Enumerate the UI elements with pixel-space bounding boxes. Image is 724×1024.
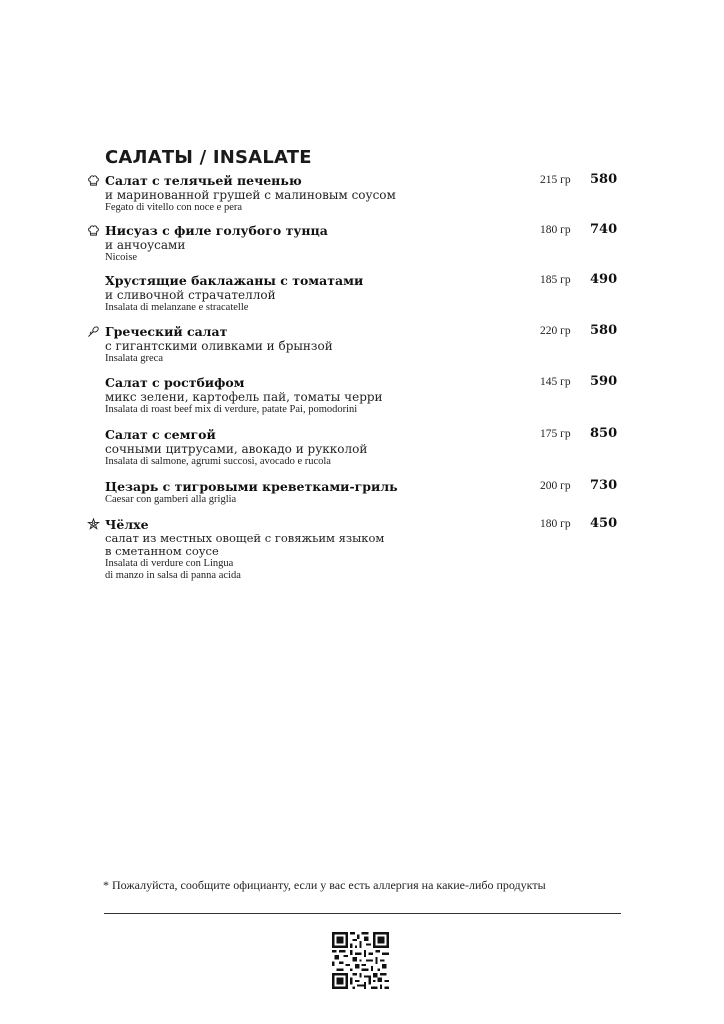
- item-description: сочными цитрусами, авокадо и рукколой: [105, 442, 368, 456]
- item-name: Нисуаз с филе голубого тунца: [105, 223, 328, 238]
- menu-item: [105, 479, 620, 506]
- star-icon: [87, 518, 100, 531]
- item-name: Салат с семгой: [105, 427, 216, 442]
- item-description: микс зелени, картофель пай, томаты черри: [105, 390, 383, 404]
- item-italian-name: Insalata di verdure con Lingua: [105, 558, 234, 569]
- item-italian-name: Fegato di vitello con noce e pera: [105, 202, 243, 213]
- item-name: Греческий салат: [105, 324, 228, 339]
- item-weight: 220 гр: [540, 325, 571, 337]
- item-weight: 145 гр: [540, 376, 571, 388]
- item-weight: 180 гр: [540, 518, 571, 530]
- menu-item: [105, 173, 620, 214]
- chef-hat-icon: [87, 224, 100, 237]
- item-italian-name: Insalata di melanzane e stracatelle: [105, 302, 249, 313]
- menu-item: [105, 375, 620, 416]
- item-weight: 180 гр: [540, 224, 571, 236]
- item-weight: 200 гр: [540, 480, 571, 492]
- item-weight: 215 гр: [540, 174, 571, 186]
- item-price: 450: [590, 516, 618, 531]
- item-price: 590: [590, 374, 618, 389]
- item-italian-name: Insalata di roast beef mix di verdure, patate Pai, pomodorini: [105, 404, 358, 415]
- section-title: САЛАТЫ / INSALATE: [105, 147, 312, 168]
- menu-item: [105, 223, 620, 264]
- item-description: и маринованной грушей с малиновым соусом: [105, 188, 396, 202]
- item-name: Салат с ростбифом: [105, 375, 245, 390]
- menu-item: [105, 324, 620, 365]
- item-description: и сливочной страчателлой: [105, 288, 276, 302]
- item-description: салат из местных овощей с говяжьим языком: [105, 531, 385, 545]
- menu-item: [105, 427, 620, 468]
- item-description: и анчоусами: [105, 238, 186, 252]
- divider: [104, 913, 621, 914]
- item-price: 490: [590, 272, 618, 287]
- qr-code-icon: [332, 932, 389, 989]
- item-name: Салат с телячьей печенью: [105, 173, 302, 188]
- item-description: в сметанном соусе: [105, 544, 219, 558]
- item-italian-name: Caesar con gamberi alla griglia: [105, 494, 237, 505]
- item-italian-name: Insalata greca: [105, 353, 164, 364]
- item-italian-name: Insalata di salmone, agrumi succosi, avocado e rucola: [105, 456, 331, 467]
- item-description: с гигантскими оливками и брынзой: [105, 339, 333, 353]
- item-italian-name: di manzo in salsa di panna acida: [105, 570, 241, 581]
- item-weight: 185 гр: [540, 274, 571, 286]
- menu-item: [105, 517, 620, 582]
- item-price: 740: [590, 222, 618, 237]
- allergy-note: * Пожалуйста, сообщите официанту, если у вас есть аллергия на какие-либо продукты: [103, 878, 546, 892]
- item-name: Чёлхе: [105, 517, 149, 532]
- item-name: Цезарь с тигровыми креветками-гриль: [105, 479, 398, 494]
- item-weight: 175 гр: [540, 428, 571, 440]
- chef-hat-icon: [87, 174, 100, 187]
- item-price: 850: [590, 426, 618, 441]
- item-name: Хрустящие баклажаны с томатами: [105, 273, 364, 288]
- item-italian-name: Nicoise: [105, 252, 138, 263]
- item-price: 730: [590, 478, 618, 493]
- menu-item: [105, 273, 620, 314]
- olive-branch-icon: [87, 325, 100, 338]
- item-price: 580: [590, 323, 618, 338]
- item-price: 580: [590, 172, 618, 187]
